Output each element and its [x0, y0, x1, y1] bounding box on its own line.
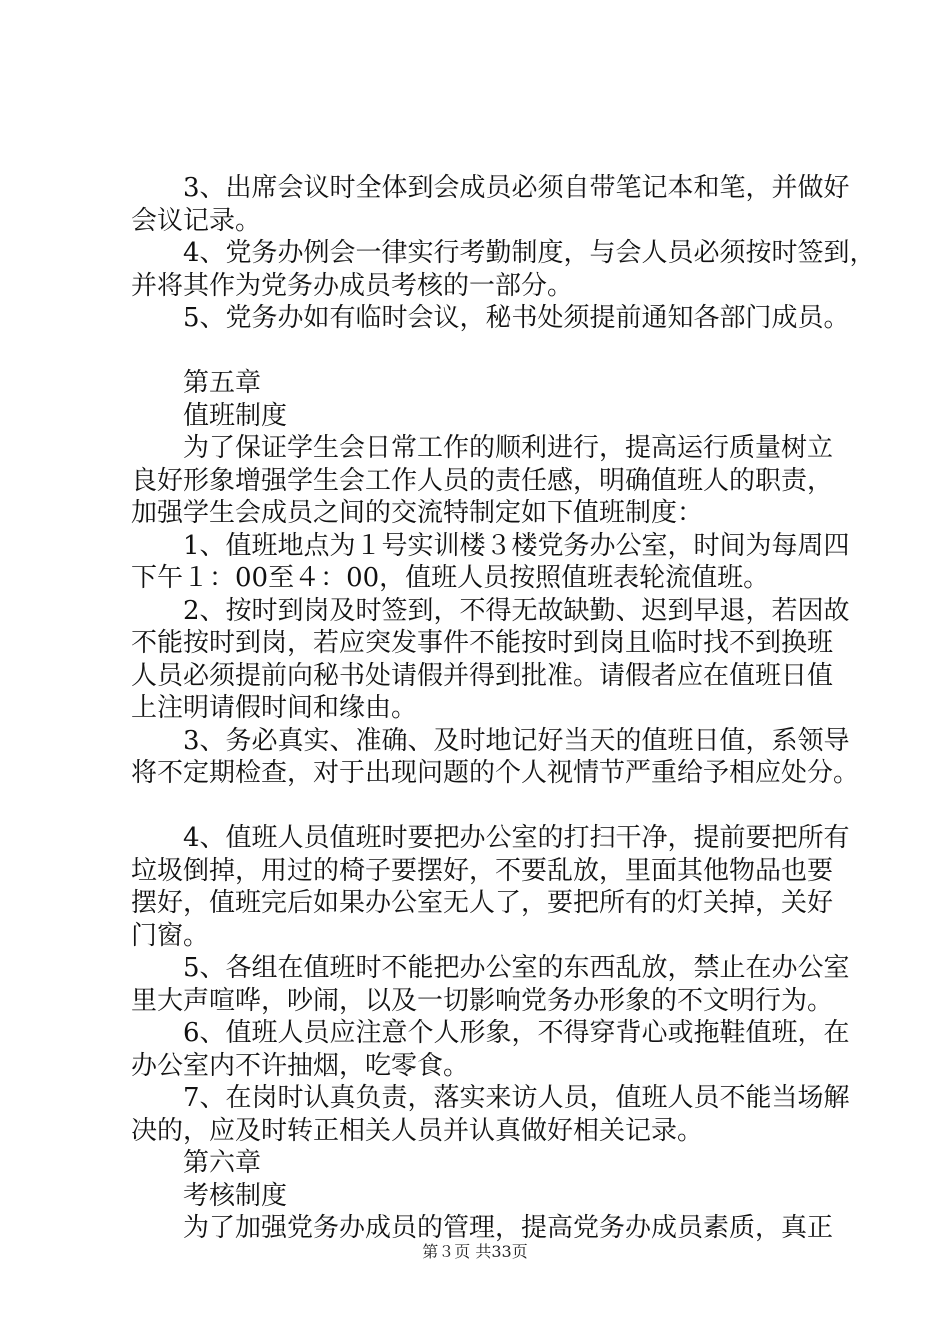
text-line: 会议记录。 — [131, 205, 262, 236]
text-line: 4、党务办例会一律实行考勤制度，与会人员必须按时签到， — [183, 238, 876, 268]
page-number-footer: 第３页 共33页 — [422, 1242, 528, 1261]
text-line: 下午１：00至４：00，值班人员按照值班表轮流值班。 — [131, 563, 770, 593]
text-line: 6、值班人员应注意个人形象，不得穿背心或拖鞋值班，在 — [183, 1018, 850, 1048]
text-line: 门窗。 — [131, 920, 210, 951]
text-line: 摆好，值班完后如果办公室无人了，要把所有的灯关掉，关好 — [131, 888, 834, 918]
text-line: 不能按时到岗，若应突发事件不能按时到岗且临时找不到换班 — [131, 628, 834, 658]
document-body — [131, 172, 876, 1245]
text-line: 7、在岗时认真负责，落实来访人员，值班人员不能当场解 — [183, 1083, 850, 1113]
section-heading: 考核制度 — [183, 1180, 288, 1211]
text-line: 人员必须提前向秘书处请假并得到批准。请假者应在值班日值 — [131, 660, 834, 691]
text-line: 垃圾倒掉，用过的椅子要摆好，不要乱放，里面其他物品也要 — [131, 855, 834, 886]
chapter-heading: 第五章 — [183, 368, 262, 398]
paragraph-gap — [131, 335, 851, 368]
text-line: 将不定期检查，对于出现问题的个人视情节严重给予相应处分。 — [131, 758, 860, 788]
text-line: 上注明请假时间和缘由。 — [131, 693, 418, 723]
text-line: 4、值班人员值班时要把办公室的打扫干净，提前要把所有 — [183, 823, 850, 853]
text-line: 决的，应及时转正相关人员并认真做好相关记录。 — [131, 1115, 704, 1146]
text-line: 3、出席会议时全体到会成员必须自带笔记本和笔，并做好 — [183, 173, 850, 203]
text-line: 办公室内不许抽烟，吃零食。 — [131, 1050, 470, 1081]
text-line: 5、各组在值班时不能把办公室的东西乱放，禁止在办公室 — [183, 953, 850, 983]
section-heading: 值班制度 — [183, 400, 288, 431]
text-line: 并将其作为党务办成员考核的一部分。 — [131, 270, 574, 301]
text-line: 3、务必真实、准确、及时地记好当天的值班日值，系领导 — [183, 725, 850, 756]
text-line: 加强学生会成员之间的交流特制定如下值班制度： — [131, 498, 704, 528]
paragraph-gap — [131, 790, 851, 823]
text-line: 里大声喧哗，吵闹，以及一切影响党务办形象的不文明行为。 — [131, 985, 834, 1016]
text-line: 5、党务办如有临时会议，秘书处须提前通知各部门成员。 — [183, 303, 850, 333]
text-line: 2、按时到岗及时签到，不得无故缺勤、迟到早退，若因故 — [183, 595, 850, 626]
chapter-heading: 第六章 — [183, 1148, 262, 1178]
text-line: 为了保证学生会日常工作的顺利进行，提高运行质量树立 — [183, 433, 834, 463]
text-line: 为了加强党务办成员的管理，提高党务办成员素质，真正 — [183, 1213, 834, 1243]
text-line: 1、值班地点为１号实训楼３楼党务办公室，时间为每周四 — [183, 530, 850, 561]
text-line: 良好形象增强学生会工作人员的责任感，明确值班人的职责， — [131, 465, 834, 496]
